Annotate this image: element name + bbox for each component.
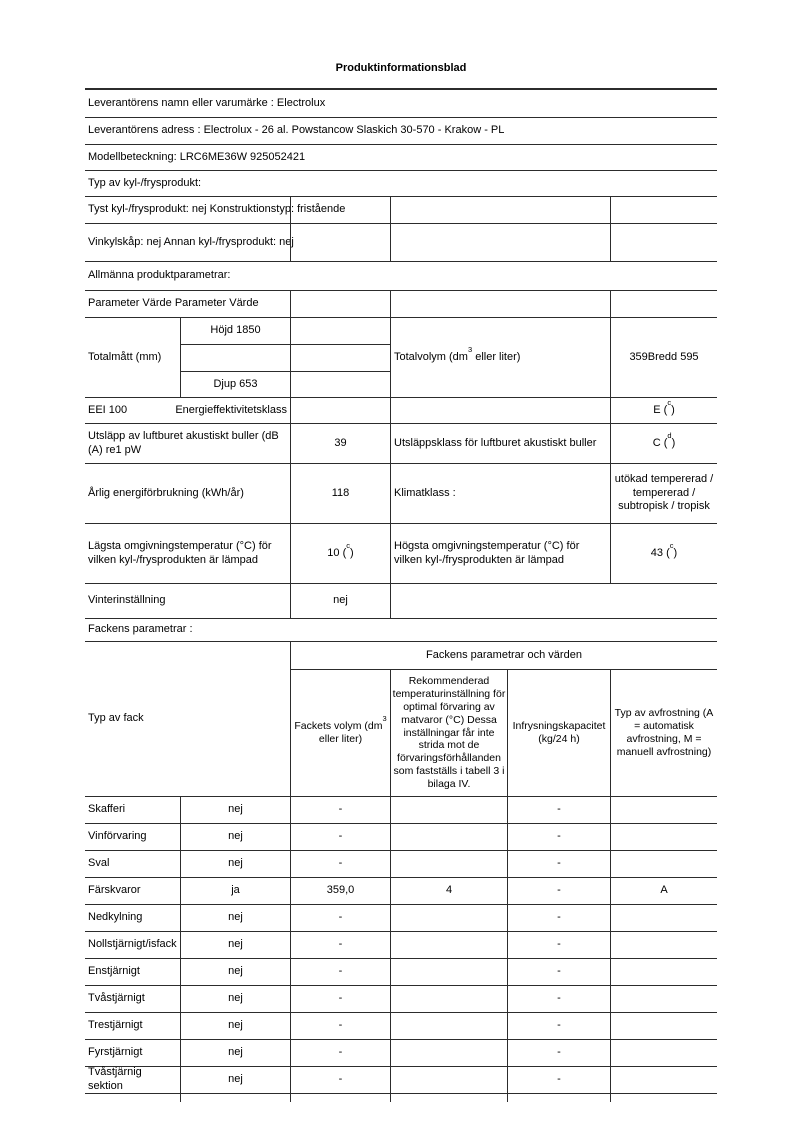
type-of-compartment-header: Typ av fack xyxy=(85,642,290,797)
compartment-capacity-cell: - xyxy=(507,1040,610,1067)
energy-consumption-value-cell: 118 xyxy=(290,464,390,524)
empty-cell xyxy=(290,345,390,372)
compartment-capacity-cell: - xyxy=(507,959,610,986)
min-temp-close: ) xyxy=(350,546,354,559)
clipped-row-stub xyxy=(290,1094,390,1102)
noise-class-label-cell: Utsläppsklass för luftburet akustiskt buller xyxy=(390,424,610,464)
compartment-name-cell: Skafferi xyxy=(85,797,180,824)
compartment-temp-cell xyxy=(390,797,507,824)
compartment-defrost-cell: A xyxy=(610,878,717,905)
max-temp-value-cell xyxy=(610,524,717,584)
min-temp-value-cell xyxy=(290,524,390,584)
compartment-defrost-cell xyxy=(610,932,717,959)
compartment-present-cell: nej xyxy=(180,1067,290,1094)
footnote-sup: c xyxy=(669,540,674,550)
compartment-capacity-cell: - xyxy=(507,905,610,932)
compartment-temp-cell xyxy=(390,1040,507,1067)
noise-value-cell: 39 xyxy=(290,424,390,464)
dimension-depth-cell: Djup 653 xyxy=(180,372,290,398)
compartment-temp-cell xyxy=(390,851,507,878)
page-title: Produktinformationsblad xyxy=(335,62,467,74)
footnote-sup: c xyxy=(346,540,351,550)
compartment-volume-cell: 359,0 xyxy=(290,878,390,905)
general-parameters-table xyxy=(85,88,717,642)
compartment-present-cell: ja xyxy=(180,878,290,905)
empty-cell xyxy=(290,197,390,224)
compartments-header: Fackens parametrar och värden xyxy=(290,642,717,670)
compartment-name-cell: Nedkylning xyxy=(85,905,180,932)
eei-value: EEI 100 xyxy=(88,403,128,416)
energy-class-value-cell xyxy=(610,398,717,424)
compartment-name-cell: Fyrstjärnigt xyxy=(85,1040,180,1067)
empty-cell xyxy=(290,398,390,424)
volume-header-unit: eller liter) xyxy=(318,733,363,745)
clipped-row-stub xyxy=(507,1094,610,1102)
compartment-temp-cell: 4 xyxy=(390,878,507,905)
compartment-temp-cell xyxy=(390,932,507,959)
compartment-temp-cell xyxy=(390,1067,507,1094)
energy-class-close: ) xyxy=(671,403,675,416)
param-header-row: Parameter Värde Parameter Värde xyxy=(85,291,290,318)
clipped-row-stub xyxy=(610,1094,717,1102)
compartment-present-cell: nej xyxy=(180,1040,290,1067)
total-volume-label: Totalvolym (dm xyxy=(394,350,468,363)
winter-setting-label-cell: Vinterinställning xyxy=(85,584,290,619)
compartment-temp-cell xyxy=(390,986,507,1013)
compartment-present-cell: nej xyxy=(180,851,290,878)
compartment-capacity-cell: - xyxy=(507,932,610,959)
volume-column-header xyxy=(290,670,390,797)
capacity-column-header: Infrysningskapacitet (kg/24 h) xyxy=(507,670,610,797)
section-type-row: Typ av kyl-/frysprodukt: xyxy=(85,171,717,197)
compartment-volume-cell: - xyxy=(290,1040,390,1067)
compartment-name-cell: Sval xyxy=(85,851,180,878)
max-temp-close: ) xyxy=(673,546,678,559)
compartment-capacity-cell: - xyxy=(507,851,610,878)
footnote-sup: d xyxy=(667,430,672,440)
model-row: Modellbeteckning: LRC6ME36W 925052421 xyxy=(85,145,717,171)
empty-cell xyxy=(290,224,390,262)
compartment-temp-cell xyxy=(390,1013,507,1040)
footnote-sup: c xyxy=(667,397,672,407)
compartment-defrost-cell xyxy=(610,824,717,851)
compartment-volume-cell: - xyxy=(290,824,390,851)
total-volume-label-cell xyxy=(390,318,610,398)
dimension-height-cell: Höjd 1850 xyxy=(180,318,290,345)
min-temp-label-cell: Lägsta omgivningstemperatur (°C) för vilken kyl-/frysprodukten är lämpad xyxy=(85,524,290,584)
compartment-volume-cell: - xyxy=(290,905,390,932)
compartment-volume-cell: - xyxy=(290,1067,390,1094)
compartment-present-cell: nej xyxy=(180,824,290,851)
empty-cell xyxy=(290,372,390,398)
compartment-present-cell: nej xyxy=(180,797,290,824)
compartment-defrost-cell xyxy=(610,1067,717,1094)
compartment-temp-cell xyxy=(390,824,507,851)
max-temp-value: 43 ( xyxy=(650,546,670,559)
quiet-construction-row: Tyst kyl-/frysprodukt: nej Konstruktionstyp: fristående xyxy=(85,197,290,224)
compartment-defrost-cell xyxy=(610,851,717,878)
compartment-capacity-cell: - xyxy=(507,1013,610,1040)
superscript-3: 3 xyxy=(382,714,387,724)
winter-setting-value-cell: nej xyxy=(290,584,390,619)
eei-row-cell xyxy=(85,398,290,424)
compartment-defrost-cell xyxy=(610,797,717,824)
compartment-name-cell: Tvåstjärnigt xyxy=(85,986,180,1013)
empty-cell xyxy=(390,197,610,224)
total-volume-label-unit: eller liter) xyxy=(472,350,521,363)
compartment-name-cell: Enstjärnigt xyxy=(85,959,180,986)
compartment-volume-cell: - xyxy=(290,797,390,824)
empty-cell xyxy=(390,584,717,619)
temperature-column-header: Rekommenderad temperaturinställning för optimal förvaring av matvaror (°C) Dessa inställningar får inte strida mot de förvaringsförhållanden som fastställs i tabell 3 i bilaga IV. xyxy=(390,670,507,797)
compartment-volume-cell: - xyxy=(290,986,390,1013)
empty-cell xyxy=(290,291,390,318)
compartment-name-cell: Tvåstjärnig sektion xyxy=(85,1067,180,1094)
empty-cell xyxy=(390,224,610,262)
compartment-volume-cell: - xyxy=(290,1013,390,1040)
compartment-temp-cell xyxy=(390,905,507,932)
volume-header-label: Fackets volym (dm xyxy=(294,720,383,733)
noise-class-value: C ( xyxy=(652,436,668,449)
clipped-row-stub xyxy=(390,1094,507,1102)
empty-cell xyxy=(610,291,717,318)
section-general-params-row: Allmänna produktparametrar: xyxy=(85,262,717,291)
compartment-capacity-cell: - xyxy=(507,824,610,851)
empty-cell xyxy=(180,345,290,372)
compartment-present-cell: nej xyxy=(180,905,290,932)
compartment-parameters-table xyxy=(85,642,717,1102)
compartment-name-cell: Färskvaror xyxy=(85,878,180,905)
compartment-defrost-cell xyxy=(610,959,717,986)
max-temp-label-cell: Högsta omgivningstemperatur (°C) för vilken kyl-/frysprodukten är lämpad xyxy=(390,524,610,584)
clipped-row-stub xyxy=(180,1094,290,1102)
compartment-defrost-cell xyxy=(610,986,717,1013)
compartment-present-cell: nej xyxy=(180,959,290,986)
empty-cell xyxy=(390,291,610,318)
compartment-name-cell: Nollstjärnigt/isfack xyxy=(85,932,180,959)
empty-cell xyxy=(290,318,390,345)
compartment-present-cell: nej xyxy=(180,932,290,959)
compartment-capacity-cell: - xyxy=(507,986,610,1013)
noise-class-close: ) xyxy=(671,436,676,449)
winecooler-other-row: Vinkylskåp: nej Annan kyl-/frysprodukt: nej xyxy=(85,224,290,262)
compartment-defrost-cell xyxy=(610,1040,717,1067)
noise-class-value-cell xyxy=(610,424,717,464)
energy-consumption-label-cell: Årlig energiförbrukning (kWh/år) xyxy=(85,464,290,524)
empty-cell xyxy=(610,224,717,262)
compartment-volume-cell: - xyxy=(290,959,390,986)
climate-class-label-cell: Klimatklass : xyxy=(390,464,610,524)
compartment-capacity-cell: - xyxy=(507,1067,610,1094)
compartment-capacity-cell: - xyxy=(507,797,610,824)
total-volume-value-cell: 359Bredd 595 xyxy=(610,318,717,398)
supplier-name-row: Leverantörens namn eller varumärke : Electrolux xyxy=(85,90,717,118)
energy-class-label: Energieffektivitetsklass xyxy=(175,403,287,416)
compartment-name-cell: Trestjärnigt xyxy=(85,1013,180,1040)
compartment-volume-cell: - xyxy=(290,932,390,959)
section-compartment-params-row: Fackens parametrar : xyxy=(85,619,717,642)
supplier-address-row: Leverantörens adress : Electrolux - 26 al. Powstancow Slaskich 30-570 - Krakow - PL xyxy=(85,118,717,145)
compartment-defrost-cell xyxy=(610,905,717,932)
compartment-temp-cell xyxy=(390,959,507,986)
empty-cell xyxy=(390,398,610,424)
compartment-volume-cell: - xyxy=(290,851,390,878)
energy-class-value: E ( xyxy=(653,403,668,416)
compartment-name-cell: Vinförvaring xyxy=(85,824,180,851)
compartment-capacity-cell: - xyxy=(507,878,610,905)
defrost-column-header: Typ av avfrostning (A = automatisk avfrostning, M = manuell avfrostning) xyxy=(610,670,717,797)
empty-cell xyxy=(610,197,717,224)
compartment-present-cell: nej xyxy=(180,986,290,1013)
compartment-defrost-cell xyxy=(610,1013,717,1040)
climate-class-value-cell: utökad tempererad / tempererad / subtropisk / tropisk xyxy=(610,464,717,524)
min-temp-value: 10 ( xyxy=(327,546,347,559)
compartment-present-cell: nej xyxy=(180,1013,290,1040)
superscript-3: 3 xyxy=(467,344,473,354)
dimensions-label-cell: Totalmått (mm) xyxy=(85,318,180,398)
noise-label-cell: Utsläpp av luftburet akustiskt buller (dB (A) re1 pW xyxy=(85,424,290,464)
